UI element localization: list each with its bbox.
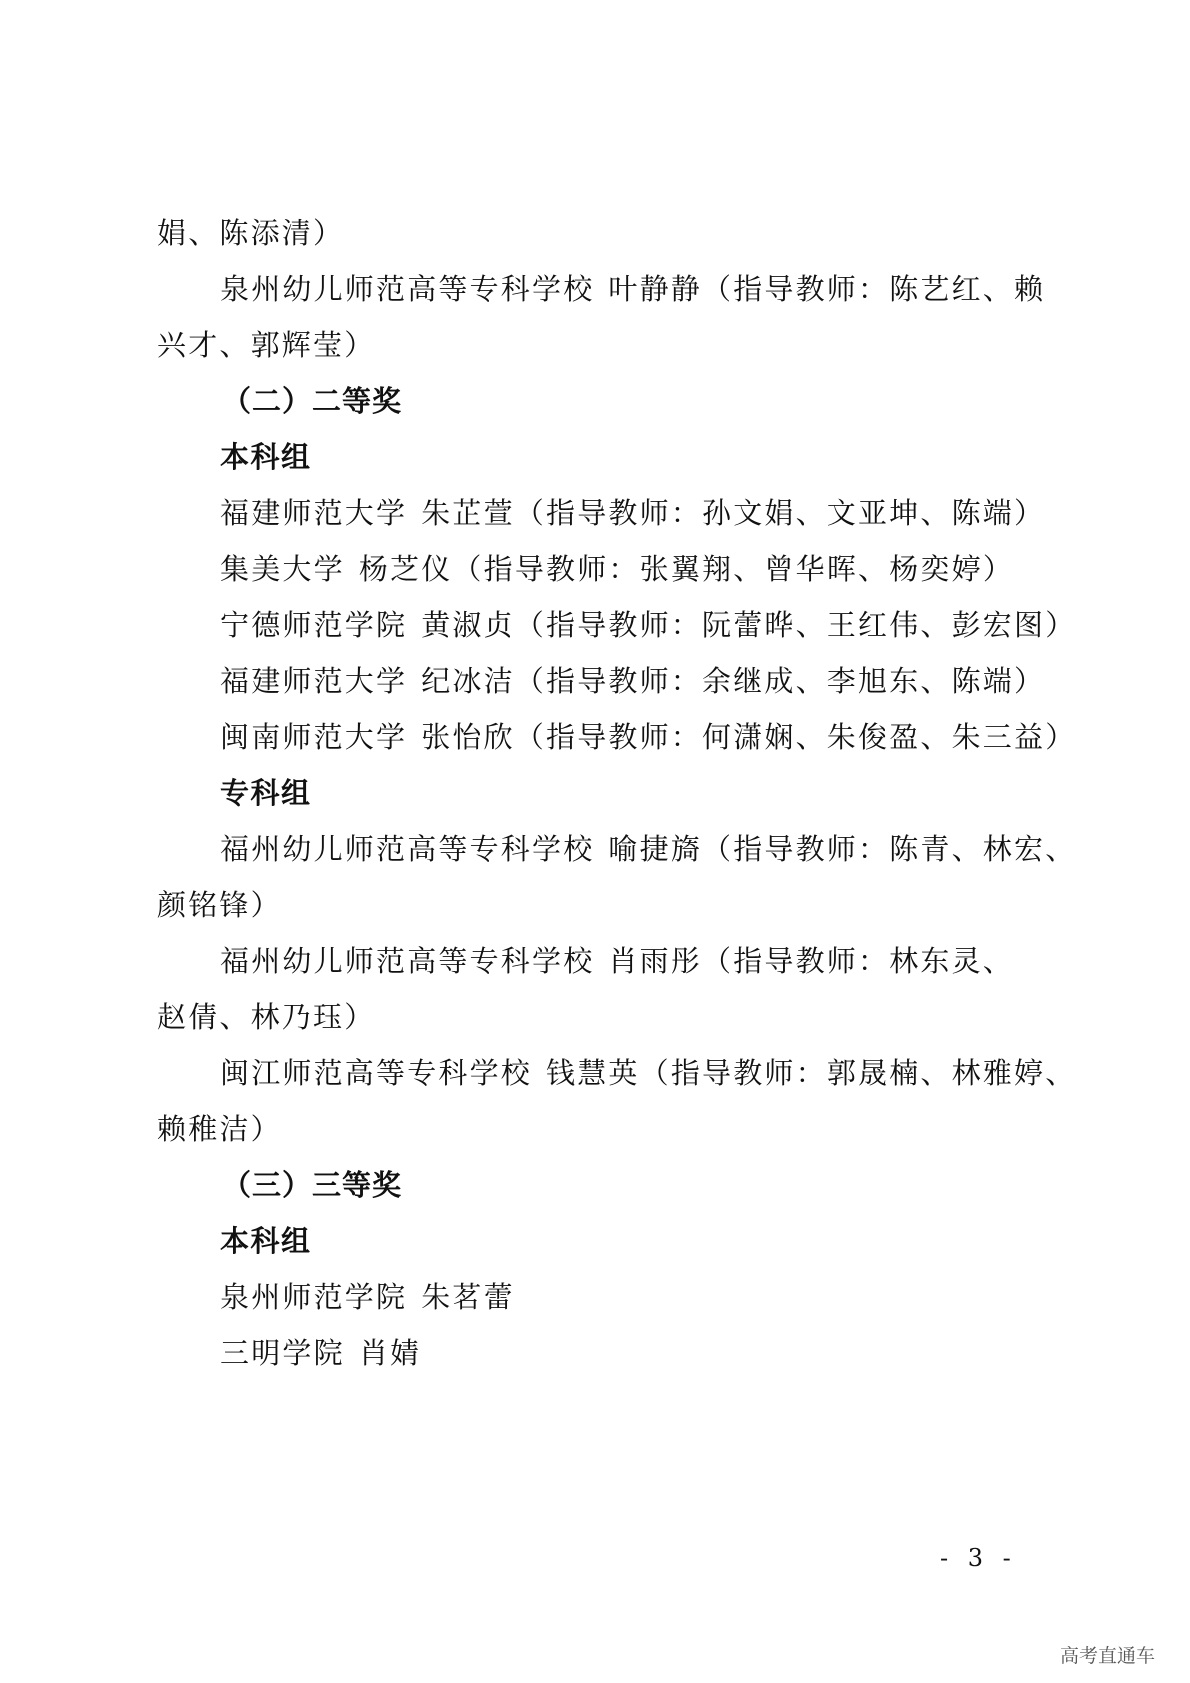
watermark: 高考直通车 — [1060, 1645, 1156, 1667]
group-heading-undergraduate — [220, 437, 312, 477]
school-name: 泉州师范学院 — [220, 1280, 408, 1314]
award-entry — [220, 661, 1045, 701]
group-title: 专科组 — [220, 776, 312, 810]
line-text: 颜铭锋） — [157, 888, 282, 922]
school-name: 宁德师范学院 — [220, 608, 408, 642]
school-name: 福建师范大学 — [220, 664, 408, 698]
group-title: 本科组 — [220, 1224, 312, 1258]
award-recipient: 张怡欣（指导教师：何潇娴、朱俊盈、朱三益） — [421, 720, 1077, 754]
school-name: 福州幼儿师范高等专科学校 — [220, 944, 595, 978]
award-entry — [220, 549, 1014, 589]
award-entry — [220, 941, 1014, 981]
group-title: 本科组 — [220, 440, 312, 474]
text-line-continuation — [157, 1109, 282, 1149]
award-recipient: 杨芝仪（指导教师：张翼翔、曾华晖、杨奕婷） — [358, 552, 1015, 586]
group-heading-junior-college — [220, 773, 312, 813]
award-recipient: 黄淑贞（指导教师：阮蕾晔、王红伟、彭宏图） — [421, 608, 1077, 642]
text-line-continuation — [157, 325, 375, 365]
school-name: 福州幼儿师范高等专科学校 — [220, 832, 595, 866]
school-name: 福建师范大学 — [220, 496, 408, 530]
line-text: 兴才、郭辉莹） — [157, 328, 376, 362]
award-entry — [220, 1277, 515, 1317]
award-recipient: 喻捷旖（指导教师：陈青、林宏、 — [608, 832, 1077, 866]
award-recipient: 肖雨彤（指导教师：林东灵、 — [608, 944, 1015, 978]
section-title: （二）二等奖 — [222, 384, 403, 418]
award-entry — [220, 717, 1076, 757]
line-text: 赵倩、林乃珏） — [157, 1000, 376, 1034]
school-name: 集美大学 — [220, 552, 345, 586]
award-entry — [220, 605, 1076, 645]
page-number: - 3 - — [940, 1544, 1017, 1572]
group-heading-undergraduate — [220, 1221, 312, 1261]
award-entry — [220, 1053, 1076, 1093]
award-recipient: 叶静静（指导教师：陈艺红、赖 — [608, 272, 1046, 306]
section-heading-second-prize — [222, 381, 402, 421]
text-line-continuation — [157, 997, 375, 1037]
award-recipient: 肖婧 — [358, 1336, 422, 1370]
school-name: 闽南师范大学 — [220, 720, 408, 754]
text-line-continuation — [157, 885, 282, 925]
section-title: （三）三等奖 — [222, 1168, 403, 1202]
school-name: 闽江师范高等专科学校 — [220, 1056, 533, 1090]
award-entry — [220, 1333, 421, 1373]
award-recipient: 朱茗蕾 — [421, 1280, 515, 1314]
line-text: 赖稚洁） — [157, 1112, 282, 1146]
award-entry — [220, 829, 1076, 869]
school-name: 泉州幼儿师范高等专科学校 — [220, 272, 595, 306]
section-heading-third-prize — [222, 1165, 402, 1205]
text-line-continuation — [157, 213, 344, 253]
line-text: 娟、陈添清） — [157, 216, 345, 250]
award-entry — [220, 269, 1045, 309]
award-recipient: 钱慧英（指导教师：郭晟楠、林雅婷、 — [546, 1056, 1077, 1090]
award-recipient: 朱芷萱（指导教师：孙文娟、文亚坤、陈端） — [421, 496, 1046, 530]
school-name: 三明学院 — [220, 1336, 345, 1370]
award-entry — [220, 493, 1045, 533]
award-recipient: 纪冰洁（指导教师：余继成、李旭东、陈端） — [421, 664, 1046, 698]
